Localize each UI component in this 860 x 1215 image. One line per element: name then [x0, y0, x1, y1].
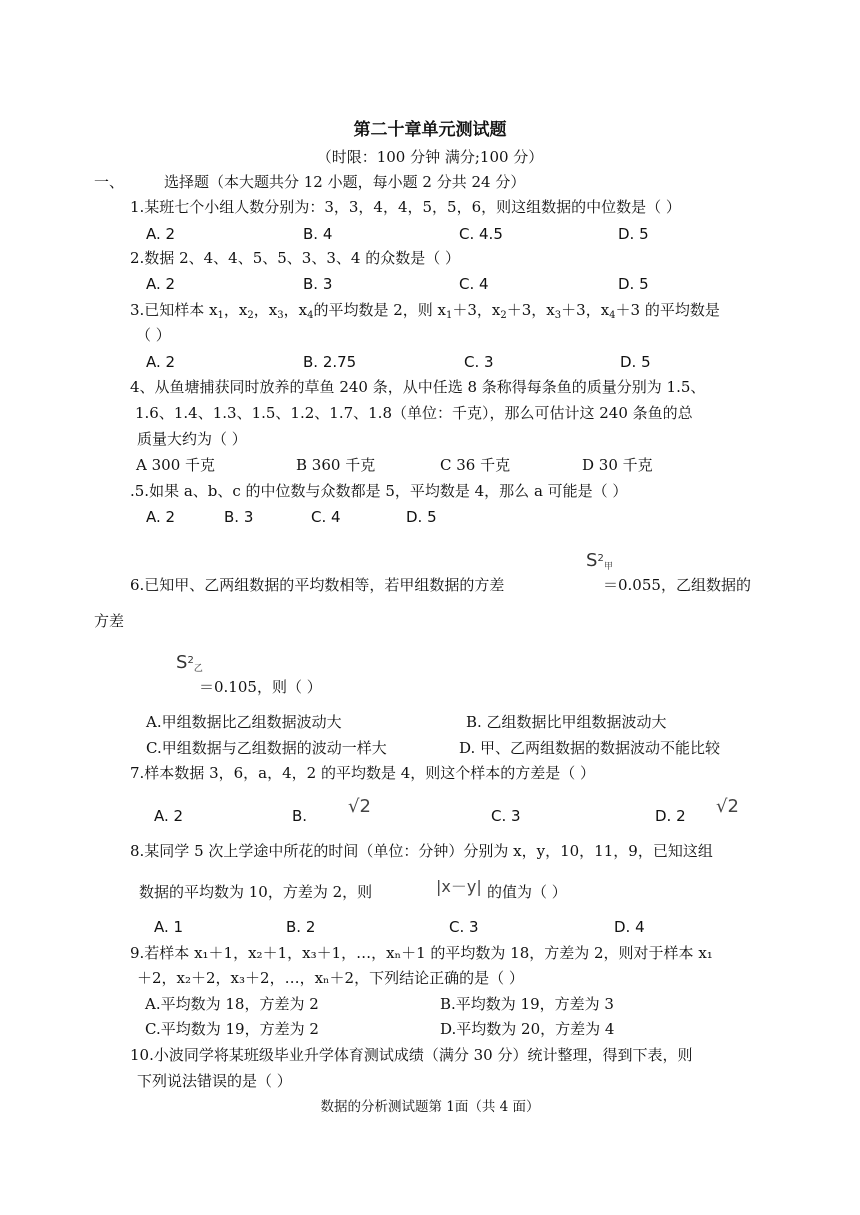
q2-option-b: B. 3 [303, 275, 333, 293]
abs-x-minus-y-formula: |x－y| [436, 877, 482, 896]
q1-option-b: B. 4 [303, 225, 333, 243]
q6-stem-line3: ＝0.105，则（ ） [199, 678, 322, 696]
q4-stem-line3: 质量大约为（ ） [137, 430, 247, 448]
section-number: 一、 [94, 173, 125, 191]
q6-option-b: B. 乙组数据比甲组数据波动大 [466, 713, 667, 731]
q7-option-b: B. [292, 807, 308, 825]
q6-option-c: C.甲组数据与乙组数据的波动一样大 [146, 739, 387, 757]
q6-option-d: D. 甲、乙两组数据的数据波动不能比较 [459, 739, 721, 757]
q10-stem-line1: 10.小波同学将某班级毕业升学体育测试成绩（满分 30 分）统计整理，得到下表，则 [130, 1046, 693, 1064]
section-heading: 选择题（本大题共分 12 小题，每小题 2 分共 24 分） [164, 173, 526, 191]
q6-stem-line2: 方差 [94, 612, 125, 630]
q6-option-a: A.甲组数据比乙组数据波动大 [146, 713, 342, 731]
q7-option-a: A. 2 [154, 807, 184, 825]
q9-option-c: C.平均数为 19，方差为 2 [145, 1020, 319, 1038]
q7-option-d: D. 2 [655, 807, 686, 825]
page-title: 第二十章单元测试题 [353, 120, 507, 140]
q8-option-b: B. 2 [286, 918, 316, 936]
q5-option-b: B. 3 [224, 508, 254, 526]
q5-option-c: C. 4 [311, 508, 341, 526]
q4-option-a: A 300 千克 [136, 456, 215, 474]
q5-option-d: D. 5 [406, 508, 437, 526]
q8-stem-line2a: 数据的平均数为 10，方差为 2，则 [139, 883, 373, 901]
q3-option-a: A. 2 [146, 353, 176, 371]
exam-limits: （时限：100 分钟 满分;100 分） [316, 148, 544, 166]
q4-option-c: C 36 千克 [440, 456, 511, 474]
q5-stem: .5.如果 a、b、c 的中位数与众数都是 5，平均数是 4，那么 a 可能是（ ） [130, 482, 628, 500]
q8-option-a: A. 1 [154, 918, 184, 936]
q8-stem-line1: 8.某同学 5 次上学途中所花的时间（单位：分钟）分别为 x，y，10，11，9，已知这组 [130, 842, 713, 860]
sqrt-two-symbol-d: √2 [716, 796, 739, 817]
q6-stem-line1b: ＝0.055，乙组数据的 [603, 576, 751, 594]
q2-option-d: D. 5 [618, 275, 649, 293]
q2-option-c: C. 4 [459, 275, 489, 293]
sqrt-two-symbol: √2 [348, 796, 371, 817]
q9-option-b: B.平均数为 19，方差为 3 [440, 995, 614, 1013]
q7-option-c: C. 3 [491, 807, 521, 825]
q4-option-d: D 30 千克 [582, 456, 653, 474]
q3-option-c: C. 3 [464, 353, 494, 371]
q8-option-d: D. 4 [614, 918, 645, 936]
q3-option-d: D. 5 [620, 353, 651, 371]
q9-stem-line2: ＋2，x₂＋2，x₃＋2，…，xₙ＋2，下列结论正确的是（ ） [137, 969, 524, 987]
q5-option-a: A. 2 [146, 508, 176, 526]
q1-option-d: D. 5 [618, 225, 649, 243]
q6-stem-line1: 6.已知甲、乙两组数据的平均数相等，若甲组数据的方差 [130, 576, 505, 594]
q3-option-b: B. 2.75 [303, 353, 357, 371]
q4-stem-line2: 1.6、1.4、1.3、1.5、1.2、1.7、1.8（单位：千克），那么可估计这 240 条鱼的总 [135, 404, 693, 422]
q2-option-a: A. 2 [146, 275, 176, 293]
q8-stem-line2b: 的值为（ ） [487, 883, 567, 901]
q1-option-a: A. 2 [146, 225, 176, 243]
q2-stem: 2.数据 2、4、4、5、5、3、3、4 的众数是（ ） [130, 249, 460, 267]
q3-stem-cont: （ ） [136, 326, 171, 344]
page-footer: 数据的分析测试题第 1面（共 4 面） [320, 1099, 540, 1115]
q4-stem-line1: 4、从鱼塘捕获同时放养的草鱼 240 条，从中任选 8 条称得每条鱼的质量分别为 1.5、 [130, 378, 706, 396]
q7-stem: 7.样本数据 3，6，a，4，2 的平均数是 4，则这个样本的方差是（ ） [130, 764, 596, 782]
q3-stem: 3.已知样本 $x_1$，$x_2$，$x_3$，$x_4$的平均数是 2，则 $x_1+3$，$x_2+3$，$x_3+3$，$x_4+3$ 的平均数是 [130, 301, 720, 321]
variance-yi-formula: $S^2_乙$ [176, 652, 203, 674]
q1-option-c: C. 4.5 [459, 225, 503, 243]
q4-option-b: B 360 千克 [296, 456, 376, 474]
q1-stem: 1.某班七个小组人数分别为：3，3，4，4，5，5，6，则这组数据的中位数是（ ） [130, 198, 681, 216]
q8-option-c: C. 3 [449, 918, 479, 936]
q9-option-a: A.平均数为 18，方差为 2 [145, 995, 319, 1013]
q9-stem-line1: 9.若样本 x₁＋1，x₂＋1，x₃＋1，…，xₙ＋1 的平均数为 18，方差为 2，则对于样本 x₁ [130, 944, 713, 962]
q9-option-d: D.平均数为 20，方差为 4 [440, 1020, 615, 1038]
q10-stem-line2: 下列说法错误的是（ ） [137, 1072, 292, 1090]
variance-jia-formula: $S^2_甲$ [586, 550, 613, 572]
